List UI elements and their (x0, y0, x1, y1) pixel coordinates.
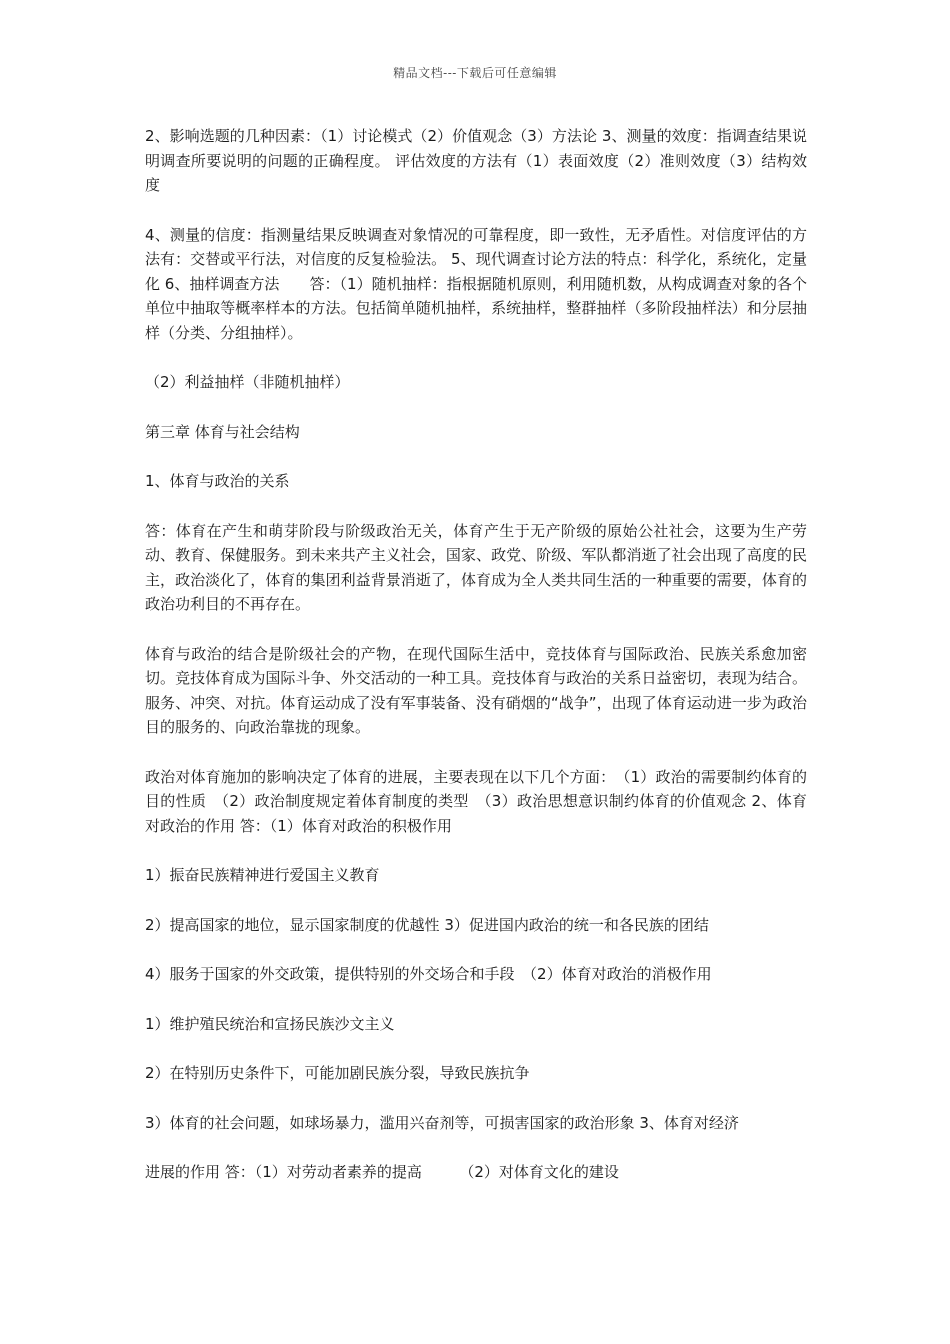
page-header: 精品文档---下载后可任意编辑 (393, 66, 557, 80)
list-item: 2）在特别历史条件下，可能加剧民族分裂，导致民族抗争 (145, 1064, 530, 1082)
list-item: 2）提高国家的地位，显示国家制度的优越性 3）促进国内政治的统一和各民族的团结 (145, 915, 709, 934)
list-item: 4）服务于国家的外交政策，提供特别的外交场合和手段 （2）体育对政治的消极作用 (145, 965, 712, 983)
document-body (145, 124, 807, 1210)
paragraph: 2、影响选题的几种因素：（1）讨论模式（2）价值观念（3）方法论 3、测量的效度：指调查结果说明调查所要说明的问题的正确程度。 评估效度的方法有（1）表面效度（2）准则效度（3）结构效度 (145, 127, 807, 194)
paragraph: 4、测量的信度：指测量结果反映调查对象情况的可靠程度，即一致性，无矛盾性。对信度评估的方法有：交替或平行法，对信度的反复检验法。 5、现代调查讨论方法的特点：科学化，系统化，定量化 6、抽样调查方法 答：（1）随机抽样：指根据随机原则，利用随机数，从构成调查对象的各个单位中抽取等概率样本的方法。包括简单随机抽样，系统抽样，整群抽样（多阶段抽样法）和分层抽样（分类、分组抽样）。 (145, 225, 807, 342)
chapter-heading: 第三章 体育与社会结构 (145, 422, 300, 441)
list-item: 1）振奋民族精神进行爱国主义教育 (145, 866, 380, 884)
list-item: 3）体育的社会问题，如球场暴力，滥用兴奋剂等，可损害国家的政治形象 3、体育对经济 (145, 1113, 739, 1132)
list-item: 1）维护殖民统治和宣扬民族沙文主义 (145, 1014, 395, 1033)
paragraph: 体育与政治的结合是阶级社会的产物，在现代国际生活中，竞技体育与国际政治、民族关系愈加密切。竞技体育成为国际斗争、外交活动的一种工具。竞技体育与政治的关系日益密切，表现为结合。服务、冲突、对抗。体育运动成了没有军事装备、没有硝烟的“战争”，出现了体育运动进一步为政治目的服务的、向政治靠拢的现象。 (145, 644, 807, 736)
paragraph: （2）利益抽样（非随机抽样） (145, 373, 350, 391)
paragraph: 答：体育在产生和萌芽阶段与阶级政治无关，体育产生于无产阶级的原始公社社会，这要为生产劳动、教育、保健服务。到未来共产主义社会，国家、政党、阶级、军队都消逝了社会出现了高度的民主，政治淡化了，体育的集团利益背景消逝了，体育成为全人类共同生活的一种重要的需要，体育的政治功利目的不再存在。 (145, 521, 807, 613)
paragraph: 进展的作用 答：（1）对劳动者素养的提高 （2）对体育文化的建设 (145, 1163, 619, 1181)
section-heading: 1、体育与政治的关系 (145, 472, 290, 490)
paragraph: 政治对体育施加的影响决定了体育的进展，主要表现在以下几个方面： （1）政治的需要制约体育的目的性质 （2）政治制度规定着体育制度的类型 （3）政治思想意识制约体育的价值观念 2、体育对政治的作用 答：（1）体育对政治的积极作用 (145, 767, 807, 835)
